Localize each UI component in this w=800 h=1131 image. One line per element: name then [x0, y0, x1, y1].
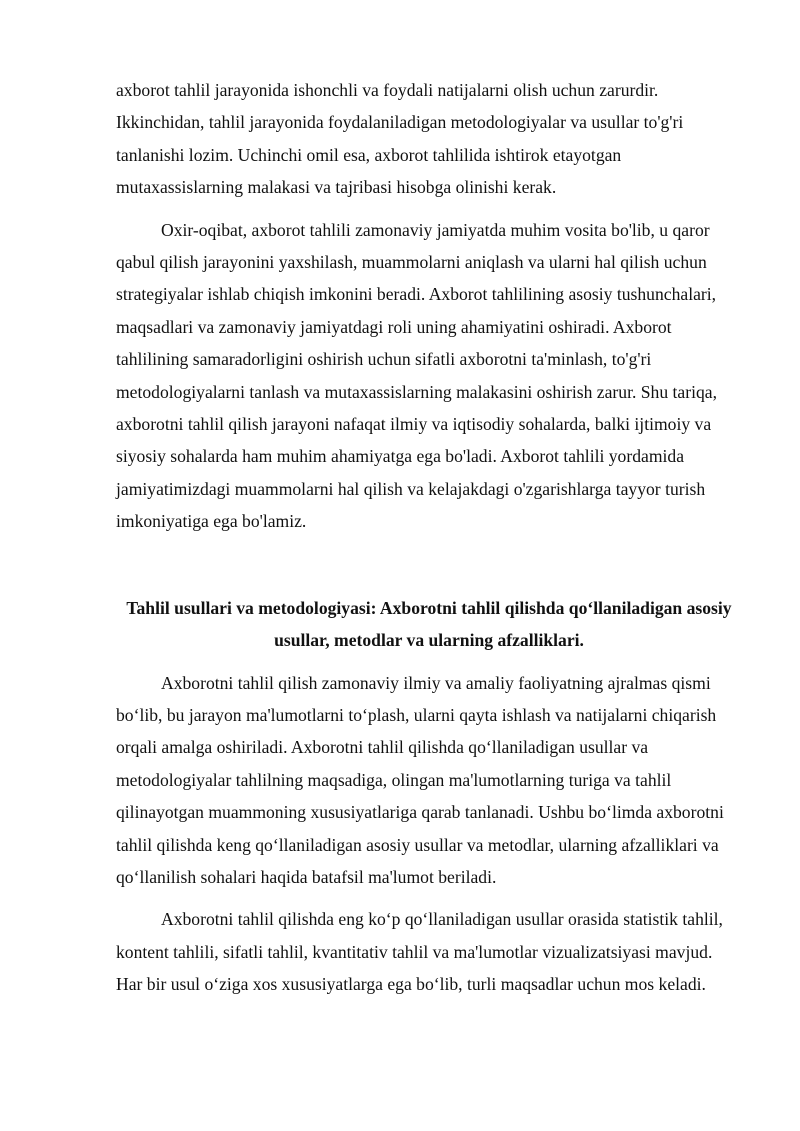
paragraph-spacer [116, 893, 742, 903]
section-spacer [116, 538, 742, 592]
section-heading: Tahlil usullari va metodologiyasi: Axborotni tahlil qilishda qo‘llaniladigan asosiy usullar, metodlar va ularning afzalliklari. [126, 597, 732, 651]
paragraph-intro-methods: Axborotni tahlil qilish zamonaviy ilmiy va amaliy faoliyatning ajralmas qismi bo‘lib, bu jarayon ma'lumotlarni to‘plash, ularni qayta ishlash va natijalarni chiqarish orqali amalga oshiriladi. Axborotni tahlil qilishda qo‘llaniladigan usullar va metodologiyalar tahlilning maqsadiga, olingan ma'lumotlarning turiga va tahlil qilinayotgan muammoning xususiyatlariga qarab tanlanadi. Ushbu bo‘limda axborotni tahlil qilishda keng qo‘llaniladigan asosiy usullar va metodlar, ularning afzalliklari va qo‘llanilish sohalari haqida batafsil ma'lumot beriladi. [116, 672, 724, 887]
paragraph-spacer [116, 204, 742, 214]
paragraph-conclusion: Oxir-oqibat, axborot tahlili zamonaviy jamiyatda muhim vosita bo'lib, u qaror qabul qilish jarayonini yaxshilash, muammolarni aniqlash va ularni hal qilish uchun strategiyalar ishlab chiqish imkonini beradi. Axborot tahlilining asosiy tushunchalari, maqsadlari va zamonaviy jamiyatdagi roli uning ahamiyatini oshiradi. Axborot tahlilining samaradorligini oshirish uchun sifatli axborotni ta'minlash, to'g'ri metodologiyalarni tanlash va mutaxassislarning malakasini oshirish zarur. Shu tariqa, axborotni tahlil qilish jarayoni nafaqat ilmiy va iqtisodiy sohalarda, balki ijtimoiy va siyosiy sohalarda ham muhim ahamiyatga ega bo'ladi. Axborot tahlili yordamida jamiyatimizdagi muammolarni hal qilish va kelajakdagi o'zgarishlarga tayyor turish imkoniyatiga ega bo'lamiz. [116, 219, 717, 532]
paragraph-methods-list: Axborotni tahlil qilishda eng ko‘p qo‘llaniladigan usullar orasida statistik tahlil, kontent tahlili, sifatli tahlil, kvantitativ tahlil va ma'lumotlar vizualizatsiyasi mavjud. Har bir usul o‘ziga xos xususiyatlarga ega bo‘lib, turli maqsadlar uchun mos keladi. [116, 909, 723, 995]
document-page [116, 74, 742, 1001]
paragraph-continuation: axborot tahlil jarayonida ishonchli va foydali natijalarni olish uchun zarurdir. Ikkinchidan, tahlil jarayonida foydalaniladigan metodologiyalar va usullar to'g'ri tanlanishi lozim. Uchinchi omil esa, axborot tahlilida ishtirok etayotgan mutaxassislarning malakasi va tajribasi hisobga olinishi kerak. [116, 80, 684, 198]
heading-spacer [116, 657, 742, 667]
